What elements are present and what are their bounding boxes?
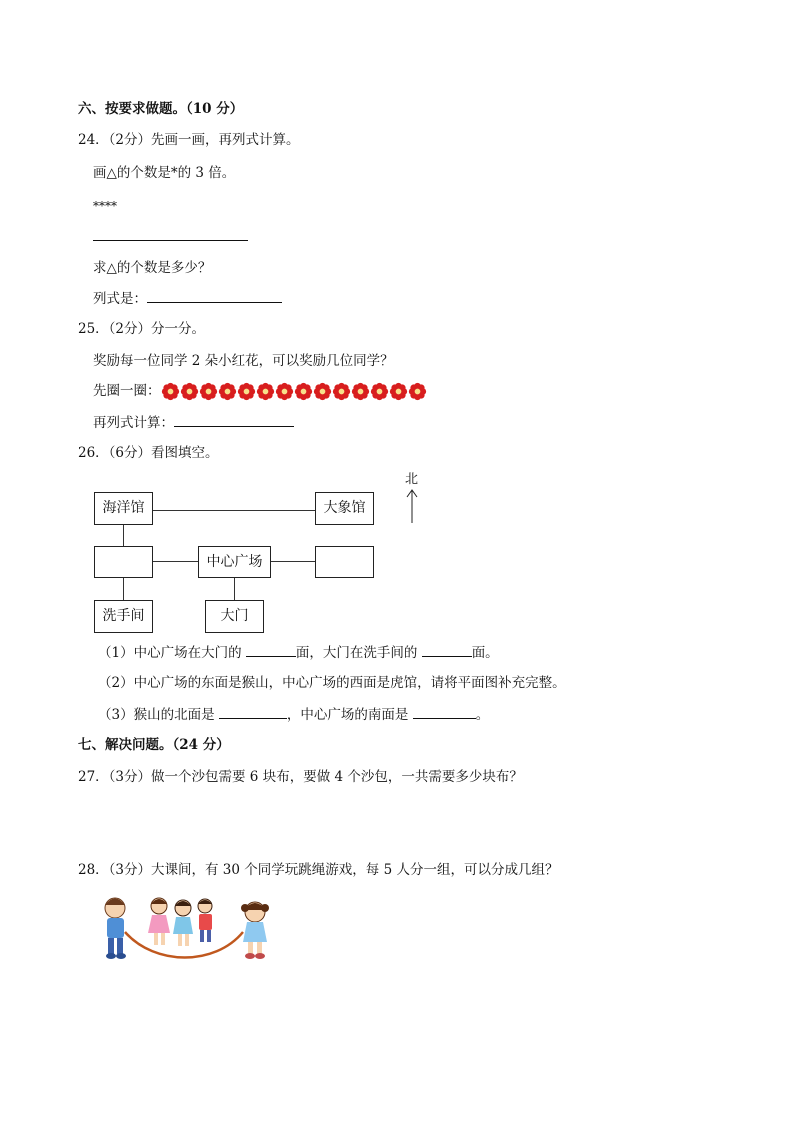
flower-group bbox=[161, 382, 427, 401]
q25-calc-row bbox=[93, 413, 294, 432]
q26-part3-text-b: ，中心广场的南面是 bbox=[286, 707, 413, 723]
north-arrow-icon bbox=[406, 488, 418, 524]
q24-stars: **** bbox=[93, 199, 117, 213]
red-flower-icon bbox=[332, 382, 351, 401]
red-flower-icon bbox=[180, 382, 199, 401]
q26-part1-text-c: 面。 bbox=[471, 645, 499, 661]
q24-question: 求△的个数是多少？ bbox=[93, 260, 212, 276]
red-flower-icon bbox=[351, 382, 370, 401]
q24-drawing-line[interactable] bbox=[93, 228, 248, 241]
q27-text: 27．（3分）做一个沙包需要 6 块布，要做 4 个沙包，一共需要多少块布？ bbox=[78, 769, 523, 785]
q25-heading: 25．（2分）分一分。 bbox=[78, 321, 206, 337]
q26-part1-text-a: （1）中心广场在大门的 bbox=[98, 645, 246, 661]
red-flower-icon bbox=[161, 382, 180, 401]
q26-part3-blank-1[interactable] bbox=[219, 705, 287, 719]
q24-formula-label: 列式是： bbox=[93, 291, 147, 307]
q25-calc-blank[interactable] bbox=[174, 413, 294, 427]
red-flower-icon bbox=[370, 382, 389, 401]
box-central-square: 中心广场 bbox=[198, 546, 271, 578]
q28-text: 28．（3分）大课间，有 30 个同学玩跳绳游戏，每 5 人分一组，可以分成几组？ bbox=[78, 862, 559, 878]
jump-rope-illustration bbox=[95, 888, 273, 968]
q26-heading: 26．（6分）看图填空。 bbox=[78, 445, 219, 461]
red-flower-icon bbox=[408, 382, 427, 401]
box-empty-east[interactable] bbox=[315, 546, 374, 578]
q25-calc-label: 再列式计算： bbox=[93, 415, 174, 431]
connector-ocean-west bbox=[123, 525, 124, 546]
q26-part3-text-a: （3）猴山的北面是 bbox=[98, 707, 219, 723]
north-label: 北 bbox=[405, 472, 419, 487]
connector-center-gate bbox=[234, 577, 235, 601]
red-flower-icon bbox=[256, 382, 275, 401]
q25-circle-row bbox=[93, 382, 427, 401]
q26-part1 bbox=[98, 643, 499, 662]
red-flower-icon bbox=[218, 382, 237, 401]
connector-center-east bbox=[270, 561, 315, 562]
red-flower-icon bbox=[389, 382, 408, 401]
q24-instruction: 画△的个数是*的 3 倍。 bbox=[93, 165, 236, 181]
box-ocean-hall: 海洋馆 bbox=[94, 492, 153, 525]
red-flower-icon bbox=[199, 382, 218, 401]
q24-heading: 24．（2分）先画一画，再列式计算。 bbox=[78, 132, 300, 148]
red-flower-icon bbox=[294, 382, 313, 401]
q26-part1-blank-1[interactable] bbox=[246, 643, 296, 657]
connector-ocean-elephant bbox=[152, 510, 315, 511]
box-restroom: 洗手间 bbox=[94, 600, 153, 633]
box-elephant-hall: 大象馆 bbox=[315, 492, 374, 525]
q25-prompt: 奖励每一位同学 2 朵小红花，可以奖励几位同学？ bbox=[93, 353, 394, 369]
q26-part2: （2）中心广场的东面是猴山，中心广场的西面是虎馆，请将平面图补充完整。 bbox=[98, 675, 566, 691]
q24-formula-row bbox=[93, 289, 282, 308]
box-empty-west[interactable] bbox=[94, 546, 153, 578]
connector-west-center bbox=[152, 561, 198, 562]
q26-part3 bbox=[98, 705, 489, 724]
q25-circle-label: 先圈一圈： bbox=[93, 383, 161, 399]
q26-part3-blank-2[interactable] bbox=[413, 705, 476, 719]
section-7-title: 七、解决问题。（24 分） bbox=[78, 737, 230, 753]
q26-part1-text-b: 面，大门在洗手间的 bbox=[295, 645, 422, 661]
q24-formula-blank[interactable] bbox=[147, 289, 282, 303]
q26-part1-blank-2[interactable] bbox=[422, 643, 472, 657]
connector-west-toilet bbox=[123, 577, 124, 601]
red-flower-icon bbox=[313, 382, 332, 401]
floor-plan-map bbox=[88, 468, 420, 636]
red-flower-icon bbox=[275, 382, 294, 401]
section-6-title: 六、按要求做题。（10 分） bbox=[78, 101, 244, 117]
red-flower-icon bbox=[237, 382, 256, 401]
q26-part3-text-c: 。 bbox=[475, 707, 490, 723]
box-main-gate: 大门 bbox=[205, 600, 264, 633]
